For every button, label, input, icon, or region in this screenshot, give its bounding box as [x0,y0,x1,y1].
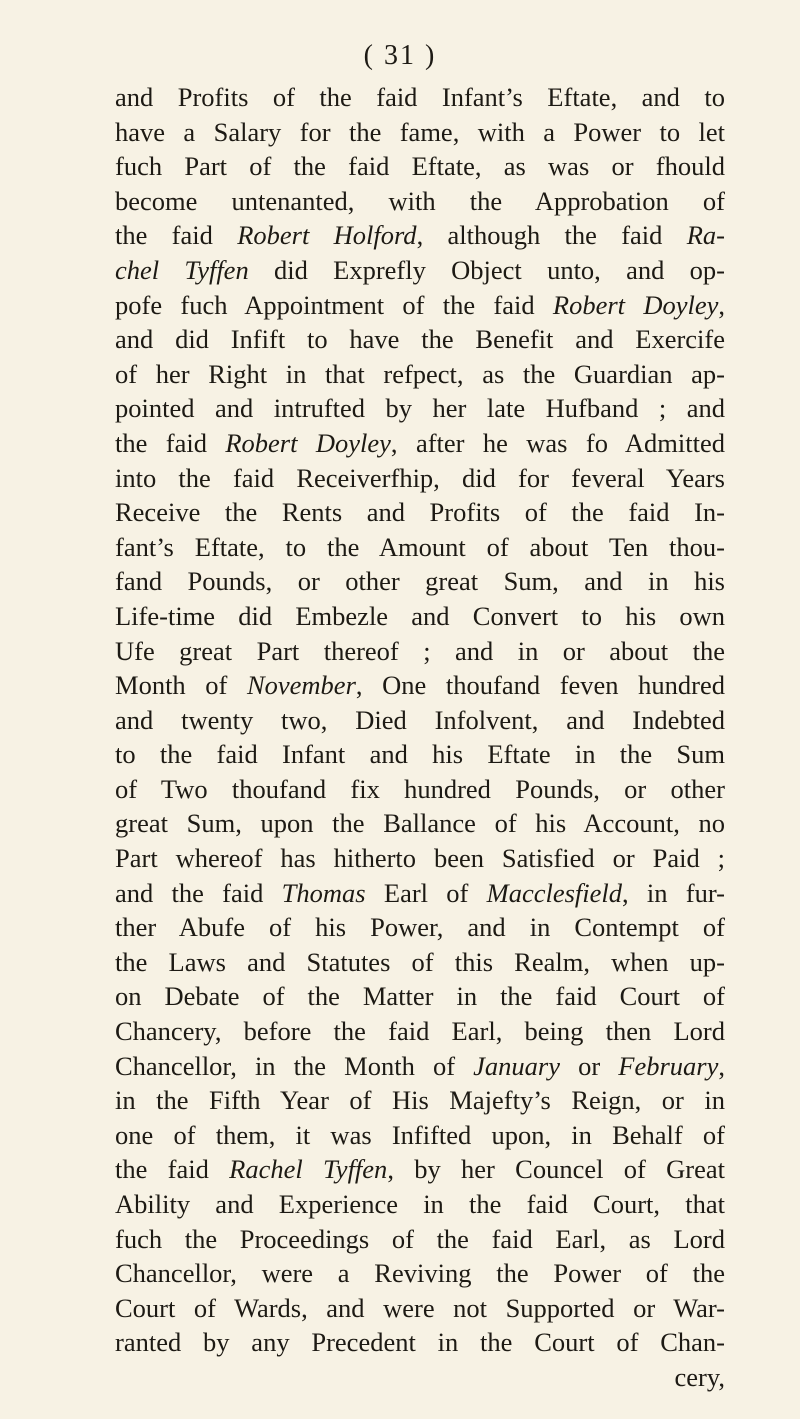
italic-run: Thomas [281,877,366,908]
text-line [115,1083,725,1118]
text-line [115,184,725,219]
text-run: Chancery, before the faid Earl, being then Lord [115,1016,725,1047]
text-run: on Debate of the Matter in the faid Court of [115,981,725,1012]
text-run: , [718,289,725,320]
text-line [115,218,725,253]
text-run: fant’s Eftate, to the Amount of about Ten thou- [115,531,725,562]
text-line [115,253,725,288]
text-line [115,979,725,1014]
text-line [115,1222,725,1257]
text-line [115,1187,725,1222]
italic-run: Robert Holford [237,220,417,251]
text-run: ther Abufe of his Power, and in Contempt of [115,912,725,943]
text-line [115,149,725,184]
text-run: , after he was fo Admitted [390,427,725,458]
text-run: ranted by any Precedent in the Court of Chan- [115,1327,725,1358]
text-line [115,288,725,323]
text-run: one of them, it was Infifted upon, in Behalf of [115,1119,725,1150]
text-run: in the Fifth Year of His Majefty’s Reign, or in [115,1085,725,1116]
text-run: Life-time did Embezle and Convert to his own [115,600,725,631]
text-line [115,80,725,115]
text-run: become untenanted, with the Approbation of [115,185,725,216]
text-line [115,1291,725,1326]
text-line [115,772,725,807]
text-run: , [718,1050,726,1081]
italic-run: Macclesfield [486,877,623,908]
text-run: the faid [115,427,226,458]
text-line [115,1152,725,1187]
text-run: of Two thoufand fix hundred Pounds, or other [115,773,725,804]
text-line [115,322,725,357]
text-run: of her Right in that refpect, as the Guardian ap- [115,358,725,389]
text-line [115,841,725,876]
text-run: and did Infift to have the Benefit and Exercife [115,324,725,355]
text-run: Court of Wards, and were not Supported or War- [115,1292,725,1323]
text-run: great Sum, upon the Ballance of his Account, no [115,808,725,839]
text-line [115,806,725,841]
text-line [115,876,725,911]
text-line [115,945,725,980]
text-run: and Profits of the faid Infant’s Eftate, and to [115,82,725,112]
text-line [115,391,725,426]
text-line [115,668,725,703]
text-run: Ufe great Part thereof ; and in or about the [115,635,725,666]
italic-run: chel Tyffen [115,254,249,285]
text-run: , One thoufand feven hundred [355,670,725,701]
text-run: into the faid Receiverfhip, did for feveral Years [115,462,725,493]
text-line [115,530,725,565]
text-line [115,564,725,599]
text-line [115,737,725,772]
text-line [115,910,725,945]
italic-run: Robert Doyley [552,289,719,320]
text-line [115,703,725,738]
page-number: ( 31 ) [363,40,437,71]
text-run: the Laws and Statutes of this Realm, when up- [115,946,725,977]
text-run: , although the faid [416,220,687,251]
text-line [115,495,725,530]
text-line [115,115,725,150]
text-run: Chancellor, in the Month of [115,1050,474,1081]
text-run: fuch Part of the faid Eftate, as was or fhould [115,151,725,182]
text-line [115,1256,725,1291]
text-run: and the faid [115,877,282,908]
text-line [115,426,725,461]
text-run: have a Salary for the fame, with a Power to let [115,116,725,147]
text-line [115,1014,725,1049]
text-run: Chancellor, were a Reviving the Power of the [115,1258,725,1289]
text-run: pointed and intrufted by her late Hufband ; and [115,393,725,424]
italic-run: Ra- [686,220,725,251]
text-line [115,599,725,634]
text-line [115,634,725,669]
italic-run: November [246,670,356,701]
text-run: Receive the Rents and Profits of the faid In- [115,497,725,528]
text-run: fand Pounds, or other great Sum, and in his [115,566,725,597]
italic-run: Robert Doyley [225,427,391,458]
text-line [115,1325,725,1360]
text-run: pofe fuch Appointment of the faid [115,289,553,320]
text-run: to the faid Infant and his Eftate in the Sum [115,739,725,770]
text-run: Ability and Experience in the faid Court, that [115,1189,725,1219]
text-run: or [559,1050,619,1081]
text-line [115,1049,725,1084]
text-run: Earl of [365,877,487,908]
text-run: fuch the Proceedings of the faid Earl, as Lord [115,1223,725,1254]
text-run: the faid [115,220,238,251]
italic-run: January [473,1050,560,1081]
text-line [115,357,725,392]
text-run: the faid [115,1154,230,1185]
text-line [115,461,725,496]
text-run: Month of [115,670,247,701]
text-line [115,1118,725,1153]
italic-run: February [618,1050,719,1081]
italic-run: Rachel Tyffen [229,1154,388,1185]
body-text [115,80,725,1395]
text-run: and twenty two, Died Infolvent, and Indebted [115,704,725,735]
text-run: , by her Councel of Great [387,1154,725,1185]
text-run: Part whereof has hitherto been Satisfied or Paid ; [115,843,725,874]
text-run: did Exprefly Object unto, and op- [248,254,725,285]
catchword: cery, [674,1361,725,1392]
text-run: , in fur- [622,877,726,908]
